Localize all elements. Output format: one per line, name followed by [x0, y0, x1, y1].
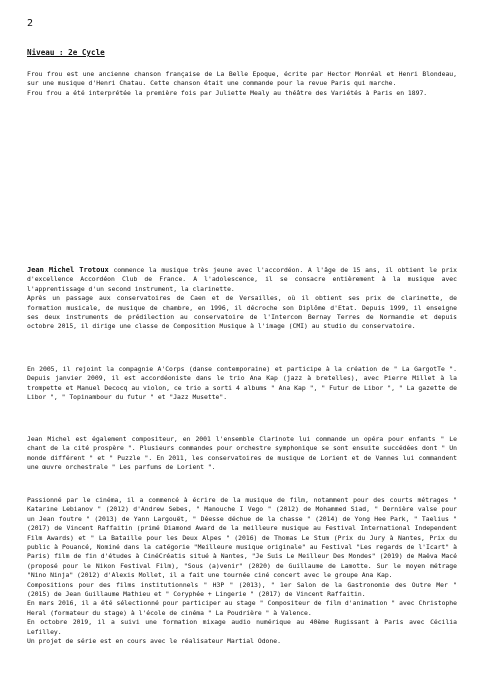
- intro-section: [27, 70, 457, 98]
- intro-paragraph: Frou frou a été interprétée la première fois par Juliette Mealy au théâtre des Variétés à Paris en 1897.: [27, 88, 428, 97]
- bio-paragraph: En octobre 2019, il a suivi une formation mixage audio numérique au 40ème Rugissant à Paris avec Cécilia Lefilley.: [27, 618, 457, 636]
- intro-paragraph: Frou frou est une ancienne chanson française de La Belle Epoque, écrite par Hector Monréal et Henri Blondeau, sur une musique d'Henri Chatau. Cette chanson était une commande pour la revue Paris qui marche.: [27, 70, 457, 88]
- bio-paragraph: En mars 2016, il a été sélectionné pour participer au stage " Compositeur de film d'animation " avec Christophe Heral (formateur du stage) à l'école de cinéma " La Poudrière " à Valence.: [27, 599, 457, 617]
- bio-paragraph: [27, 266, 457, 294]
- bio-paragraph: En 2005, il rejoint la compagnie A'Corps (danse contemporaine) et participe à la création de " La GargotTe ". Depuis janvier 2009, il est accordéoniste dans le trio Ana Kap (jazz à bretelles), avec Pierre Millet à la trompette et Manuel Decocq au violon, ce trio a sorti 4 albums " Ana Kap ", " Futur de Libor ", " La gazette de Libor ", " Topinambour du futur " et "Jazz Musette".: [27, 365, 457, 402]
- bio-section-film: [27, 496, 457, 647]
- page-number: 2: [27, 18, 34, 29]
- bio-section-early: [27, 266, 457, 332]
- bio-paragraph: Un projet de série est en cours avec le réalisateur Martial Odone.: [27, 637, 281, 646]
- bio-paragraph: Jean Michel est également compositeur, en 2001 l'ensemble Clarinote lui commande un opéra pour enfants " Le chant de la cité prospère ". Plusieurs commandes pour orchestre symphonique se sont ensuite succédées dont " Un monde différent " et " Puzzle ". En 2011, les conservatoires de musique de Lorient et de Vannes lui commandent une œuvre orchestrale " Les parfums de Lorient ".: [27, 435, 457, 472]
- bio-section-ana-kap: [27, 365, 457, 403]
- bio-paragraph: Compositions pour des films institutionnels " H3P " (2013), " 1er Salon de la Gastronomie des Outre Mer " (2015) de Jean Guillaume Mathieu et " Coryphée + Lingerie " (2017) de Vincent Raffaitin.: [27, 580, 457, 599]
- level-heading: Niveau : 2e Cycle: [27, 48, 105, 57]
- bio-section-composer: [27, 435, 457, 473]
- bio-paragraph: Passionné par le cinéma, il a commencé à écrire de la musique de film, notamment pour des courts métrages " Katarine Lebianov " (2012) d'Andrew Sebes, " Manouche I Vego " (2012) de Mohammed Siad, " Dernière valse pour un Jean foutre " (2013) de Yann Largouët, " Déesse déchue de la chasse " (2014) de Yong Hee Park, " Taelius " (2017) de Vincent Raffaitin (primé Diamond Award de la meilleure musique au Festival International Independent Film Awards) et " La Bataille pour les Deux Alpes " (2016) de Thomas Le Stum (Prix du Jury à Nantes, Prix du public à Pouancé, Nominé dans la catégorie "Meilleure musique originale" au Festival "Les regards de l'Icart" à Paris) film de fin d'études à CinéCréatis situé à Nantes, "Je Suis Le Meilleur Des Mondes" (2019) de Maëva Macé (proposé pour le Nikon Festival Film), "Sous (a)venir" (2020) de Guillaume de Lamotte. Sur le moyen métrage "Nino Ninja" (2012) d'Alexis Mollet, il a fait une tournée ciné concert avec le groupe Ana Kap.: [27, 496, 457, 580]
- bio-text: commence la musique très jeune avec l'accordéon. A l'âge de 15 ans, il obtient le prix d'excellence Accordéon Club de France. A l'adolescence, il se consacre entièrement à la musique avec l'apprentissage d'un second instrument, la clarinette.: [27, 266, 457, 293]
- bio-paragraph: Après un passage aux conservatoires de Caen et de Versailles, où il obtient ses prix de clarinette, de formation musicale, de musique de chambre, en 1996, il décroche son Diplôme d'Etat. Depuis 1999, il enseigne ses deux instruments de prédilection au conservatoire de l'Intercom Bernay Terres de Normandie et depuis octobre 2015, il dirige une classe de Composition Musique à l'image (CMI) au studio du conservatoire.: [27, 294, 457, 331]
- composer-name: Jean Michel Trotoux: [27, 266, 109, 274]
